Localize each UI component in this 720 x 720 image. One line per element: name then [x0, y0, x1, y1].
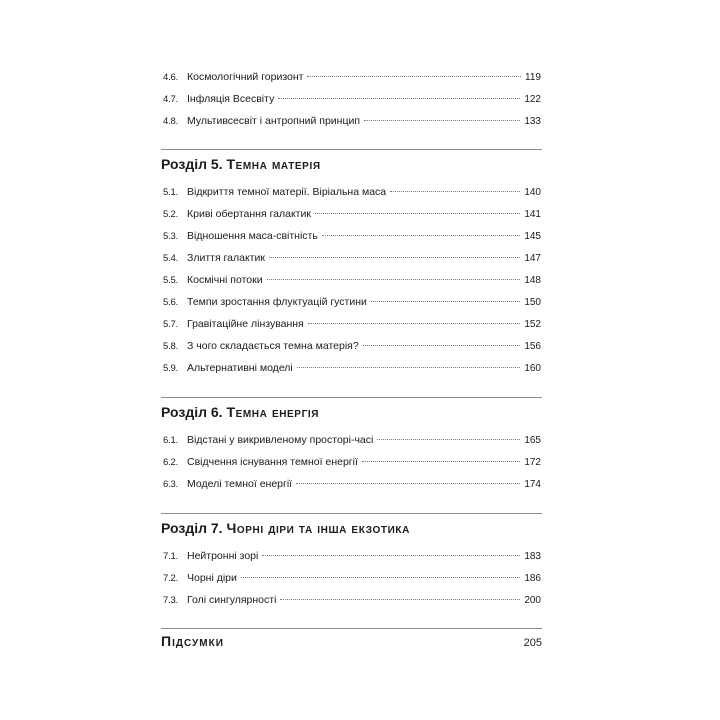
entry-number: 4.8. — [163, 116, 179, 127]
entry-page: 150 — [524, 297, 541, 308]
dot-leader — [278, 86, 520, 99]
chapter-title: Темна енергія — [226, 404, 320, 420]
chapter-5-heading[interactable] — [161, 155, 542, 173]
entry-title: Відкриття темної матерії. Віріальна маса — [187, 186, 387, 198]
entry-page: 152 — [524, 319, 541, 330]
toc-entry-4-7[interactable] — [163, 89, 541, 105]
dot-leader — [362, 449, 520, 462]
chapter-title: Чорні діри та інша екзотика — [226, 520, 410, 536]
toc-entry-5-7[interactable] — [163, 314, 541, 330]
chapter-divider — [161, 397, 542, 398]
entry-title: Темпи зростання флуктуацій густини — [187, 296, 367, 308]
dot-leader — [377, 427, 520, 440]
dot-leader — [315, 201, 520, 214]
entry-number: 6.3. — [163, 479, 179, 490]
entry-page: 165 — [524, 435, 541, 446]
dot-leader — [280, 587, 520, 600]
entry-title: Криві обертання галактик — [187, 208, 311, 220]
toc-entry-7-1[interactable] — [163, 546, 541, 562]
entry-page: 147 — [524, 253, 541, 264]
dot-leader — [262, 543, 520, 556]
dot-leader — [297, 355, 521, 368]
dot-leader — [241, 565, 520, 578]
entry-title: Відстані у викривленому просторі-часі — [187, 434, 374, 446]
entry-number: 5.7. — [163, 319, 179, 330]
chapter-title: Темна матерія — [226, 156, 321, 172]
entry-title: Гравітаційне лінзування — [187, 318, 304, 330]
dot-leader — [322, 223, 520, 236]
chapter-6-heading[interactable] — [161, 403, 542, 421]
chapter-7-heading[interactable] — [161, 519, 542, 537]
entry-page: 119 — [525, 72, 541, 83]
entry-title: Чорні діри — [187, 572, 237, 584]
entry-number: 5.2. — [163, 209, 179, 220]
entry-number: 5.3. — [163, 231, 179, 242]
entry-title: Відношення маса-світність — [187, 230, 318, 242]
entry-number: 5.4. — [163, 253, 179, 264]
entry-number: 4.7. — [163, 94, 179, 105]
entry-page: 141 — [524, 209, 541, 220]
dot-leader — [296, 471, 520, 484]
dot-leader — [269, 245, 520, 258]
toc-entry-6-2[interactable] — [163, 452, 541, 468]
entry-title: Альтернативні моделі — [187, 362, 293, 374]
toc-entry-5-6[interactable] — [163, 292, 541, 308]
entry-title: З чого складається темна матерія? — [187, 340, 359, 352]
dot-leader — [308, 311, 521, 324]
entry-page: 174 — [524, 479, 541, 490]
toc-entry-4-6[interactable] — [163, 67, 541, 83]
chapter-label: Розділ 6. — [161, 404, 223, 420]
entry-page: 148 — [524, 275, 541, 286]
toc-entry-5-5[interactable] — [163, 270, 541, 286]
entry-number: 7.2. — [163, 573, 179, 584]
entry-page: 172 — [524, 457, 541, 468]
entry-number: 7.3. — [163, 595, 179, 606]
entry-title: Інфляція Всесвіту — [187, 93, 275, 105]
dot-leader — [371, 289, 520, 302]
toc-entry-6-1[interactable] — [163, 430, 541, 446]
chapter-divider — [161, 149, 542, 150]
summary-entry[interactable] — [161, 633, 542, 653]
entry-title: Злиття галактик — [187, 252, 265, 264]
entry-page: 122 — [524, 94, 541, 105]
toc-entry-5-2[interactable] — [163, 204, 541, 220]
entry-number: 5.9. — [163, 363, 179, 374]
summary-page: 205 — [523, 637, 542, 649]
toc-entry-5-1[interactable] — [163, 182, 541, 198]
chapter-divider — [161, 628, 542, 629]
entry-page: 140 — [524, 187, 541, 198]
entry-page: 183 — [524, 551, 541, 562]
chapter-label: Розділ 5. — [161, 156, 223, 172]
entry-number: 5.5. — [163, 275, 179, 286]
summary-title: Підсумки — [161, 633, 224, 649]
entry-title: Нейтронні зорі — [187, 550, 259, 562]
toc-entry-5-4[interactable] — [163, 248, 541, 264]
toc-entry-5-9[interactable] — [163, 358, 541, 374]
entry-page: 145 — [524, 231, 541, 242]
entry-title: Космологічний горизонт — [187, 71, 304, 83]
entry-number: 6.1. — [163, 435, 179, 446]
dot-leader — [307, 64, 521, 77]
toc-entry-7-2[interactable] — [163, 568, 541, 584]
entry-number: 5.6. — [163, 297, 179, 308]
entry-title: Моделі темної енергії — [187, 478, 293, 490]
entry-number: 5.1. — [163, 187, 179, 198]
entry-number: 5.8. — [163, 341, 179, 352]
entry-title: Свідчення існування темної енергії — [187, 456, 358, 468]
entry-title: Мультивсесвіт і антропний принцип — [187, 115, 361, 127]
dot-leader — [364, 108, 520, 121]
toc-entry-5-3[interactable] — [163, 226, 541, 242]
chapter-divider — [161, 513, 542, 514]
chapter-label: Розділ 7. — [161, 520, 223, 536]
entry-page: 200 — [524, 595, 541, 606]
toc-entry-4-8[interactable] — [163, 111, 541, 127]
entry-page: 156 — [524, 341, 541, 352]
dot-leader — [267, 267, 521, 280]
toc-entry-5-8[interactable] — [163, 336, 541, 352]
entry-page: 186 — [524, 573, 541, 584]
entry-title: Голі сингулярності — [187, 594, 277, 606]
entry-title: Космічні потоки — [187, 274, 263, 286]
entry-number: 6.2. — [163, 457, 179, 468]
toc-entry-6-3[interactable] — [163, 474, 541, 490]
dot-leader — [363, 333, 521, 346]
entry-page: 133 — [524, 116, 541, 127]
dot-leader — [390, 179, 520, 192]
entry-number: 4.6. — [163, 72, 179, 83]
toc-entry-7-3[interactable] — [163, 590, 541, 606]
entry-page: 160 — [524, 363, 541, 374]
entry-number: 7.1. — [163, 551, 179, 562]
